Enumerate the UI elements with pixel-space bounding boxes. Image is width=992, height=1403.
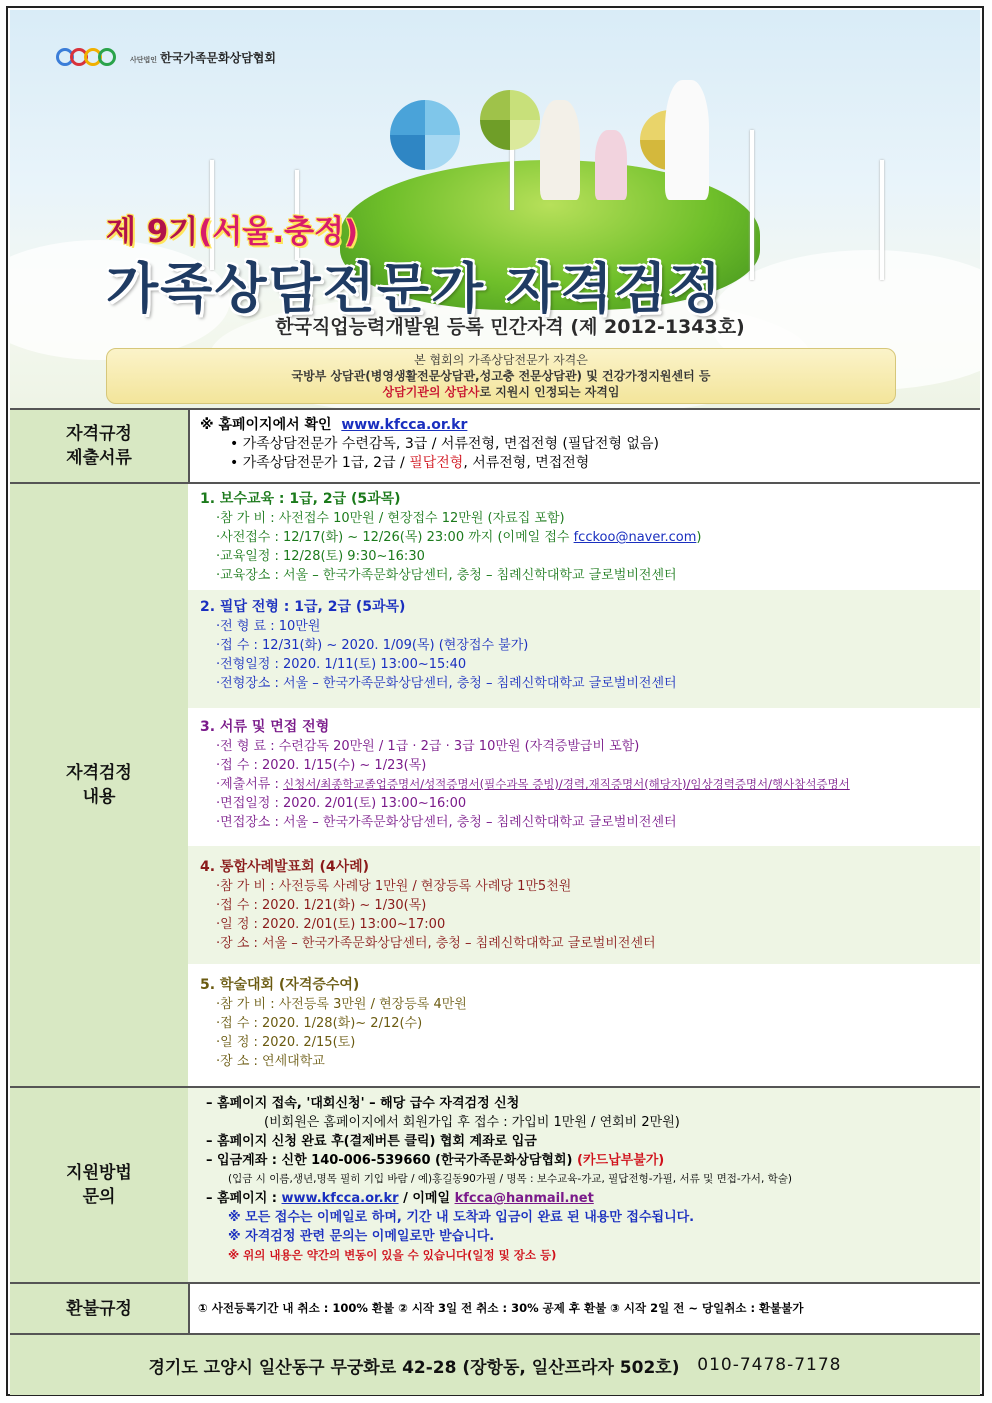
homepage-link[interactable]: www.kfcca.or.kr (281, 1191, 399, 1206)
footer-phone: 010-7478-7178 (697, 1355, 842, 1375)
apply-notice: ※ 자격검정 관련 문의는 이메일로만 받습니다. (228, 1229, 495, 1244)
doc-homepage-line: ※ 홈페이지에서 확인 www.kfcca.or.kr (200, 417, 468, 433)
apply-line: – 홈페이지 접속, '대회신청' – 해당 급수 자격검정 신청 (206, 1096, 520, 1111)
row-apply-method (10, 1086, 980, 1282)
doc-line: • 가족상담전문가 수련감독, 3급 / 서류전형, 면접전형 (필답전형 없음) (230, 436, 659, 452)
email-link[interactable]: kfcca@hanmail.net (454, 1191, 594, 1206)
notice-line: 본 협회의 가족상담전문가 자격은 (414, 353, 588, 367)
org-name: 한국가족문화상담협회 (160, 50, 276, 65)
org-type: 사단법인 (130, 55, 158, 64)
edition-label: 제 9기(서울.충정) (106, 214, 359, 250)
page-title: 가족상담전문가 자격검정 (106, 257, 723, 320)
footer-address: 경기도 고양시 일산동구 무궁화로 42-28 (장항동, 일산프라자 502호) (148, 1357, 680, 1378)
section-conference: 5. 학술대회 (자격증수여) ·참 가 비 : 사전등록 3만원 / 현장등록 4만원 ·접 수 : 2020. 1/28(화)~ 2/12(수) ·일 정 : 2020. 2/15(토) ·장 소 : 연세대학교 (188, 964, 980, 1088)
notice-box (106, 348, 896, 404)
family-figure (665, 80, 709, 200)
apply-line: – 입금계좌 : 신한 140-006-539660 (한국가족문화상담협회) (카드납부불가) (206, 1153, 665, 1168)
row-refund (10, 1282, 980, 1333)
family-figure (595, 130, 627, 200)
section-interview: 3. 서류 및 면접 전형 ·전 형 료 : 수련감독 20만원 / 1급 · 2급 · 3급 10만원 (자격증발급비 포함) ·접 수 : 2020. 1/15(수) ~ 1/23(목) ·제출서류 : 신청서/최종학교졸업증명서/성적증명서(필수과목 증빙)/경력,재직증명서(해당자)/임상경력증명서/행사참석증명서 ·면접일정 : 2020. 2/01(토) 13:00~16:00 ·면접장소 : 서울 – 한국가족문화상담센터, 충청 – 침례신학대학교 글로벌비전센터 (188, 708, 980, 846)
apply-notice: ※ 모든 접수는 이메일로 하며, 기간 내 도착과 입금이 완료 된 내용만 접수됩니다. (228, 1210, 695, 1225)
doc-line: • 가족상담전문가 1급, 2급 / 필답전형, 서류전형, 면접전형 (230, 455, 590, 471)
logo-rings-icon (56, 44, 122, 70)
org-logo (56, 44, 276, 70)
refund-text: ① 사전등록기간 내 취소 : 100% 환불 ② 시작 3일 전 취소 : 30% 공제 후 환불 ③ 시작 2일 전 ~ 당일취소 : 환불불가 (198, 1301, 804, 1315)
email-link[interactable]: fcckoo@naver.com (573, 530, 697, 545)
pinwheel-icon (390, 100, 460, 170)
homepage-link[interactable]: www.kfcca.or.kr (341, 417, 468, 433)
row-label: 환불규정 (10, 1284, 190, 1333)
apply-line: (입금 시 이름,생년,명목 필히 기입 바람 / 예)홍길동90가필 / 명목 : 보수교육-가교, 필답전형-가필, 서류 및 면접-가서, 학술) (228, 1173, 793, 1185)
family-figure (540, 100, 580, 200)
apply-line: – 홈페이지 신청 완료 후(결제버튼 클릭) 협회 계좌로 입금 (206, 1134, 537, 1149)
row-label: 자격규정 제출서류 (10, 410, 190, 482)
apply-line: (비회원은 홈페이지에서 회원가입 후 접수 : 가입비 1만원 / 연회비 2만원) (264, 1115, 680, 1130)
row-documents (10, 408, 980, 482)
section-written-exam: 2. 필답 전형 : 1급, 2급 (5과목) ·전 형 료 : 10만원 ·접 수 : 12/31(화) ~ 2020. 1/09(목) (현장접수 불가) ·전형일정 : 2020. 1/11(토) 13:00~15:40 ·전형장소 : 서울 – 한국가족문화상담센터, 충청 – 침례신학대학교 글로벌비전센터 (188, 590, 980, 708)
hero-banner (10, 10, 980, 408)
section-education: 1. 보수교육 : 1급, 2급 (5과목) ·참 가 비 : 사전접수 10만원 / 현장접수 12만원 (자료집 포함) ·사전접수 : 12/17(화) ~ 12/26(목) 23:00 까지 (이메일 접수 fcckoo@naver.com) ·교육일정 : 12/28(토) 9:30~16:30 ·교육장소 : 서울 – 한국가족문화상담센터, 충청 – 침례신학대학교 글로벌비전센터 (188, 484, 980, 590)
pinwheel-icon (480, 90, 540, 150)
apply-notice: ※ 위의 내용은 약간의 변동이 있을 수 있습니다(일정 및 장소 등) (228, 1248, 557, 1262)
row-label: 지원방법 문의 (10, 1088, 190, 1282)
section-case-presentation: 4. 통합사례발표회 (4사례) ·참 가 비 : 사전등록 사례당 1만원 / 현장등록 사례당 1만5천원 ·접 수 : 2020. 1/21(화) ~ 1/30(목) ·일 정 : 2020. 2/01(토) 13:00~17:00 ·장 소 : 서울 – 한국가족문화상담센터, 충청 – 침례신학대학교 글로벌비전센터 (188, 846, 980, 964)
row-label: 자격검정 내용 (10, 484, 190, 1086)
footer-contact (10, 1333, 980, 1395)
notice-line: 상담기관의 상담사로 지원시 인정되는 자격임 (382, 385, 620, 399)
notice-line: 국방부 상담관(병영생활전문상담관,성고충 전문상담관) 및 건강가정지원센터 등 (291, 369, 711, 383)
apply-line: – 홈페이지 : www.kfcca.or.kr / 이메일 kfcca@hanmail.net (206, 1191, 594, 1206)
row-exam-content (10, 482, 980, 1086)
page-subtitle: 한국직업능력개발원 등록 민간자격 (제 2012-1343호) (275, 316, 745, 338)
